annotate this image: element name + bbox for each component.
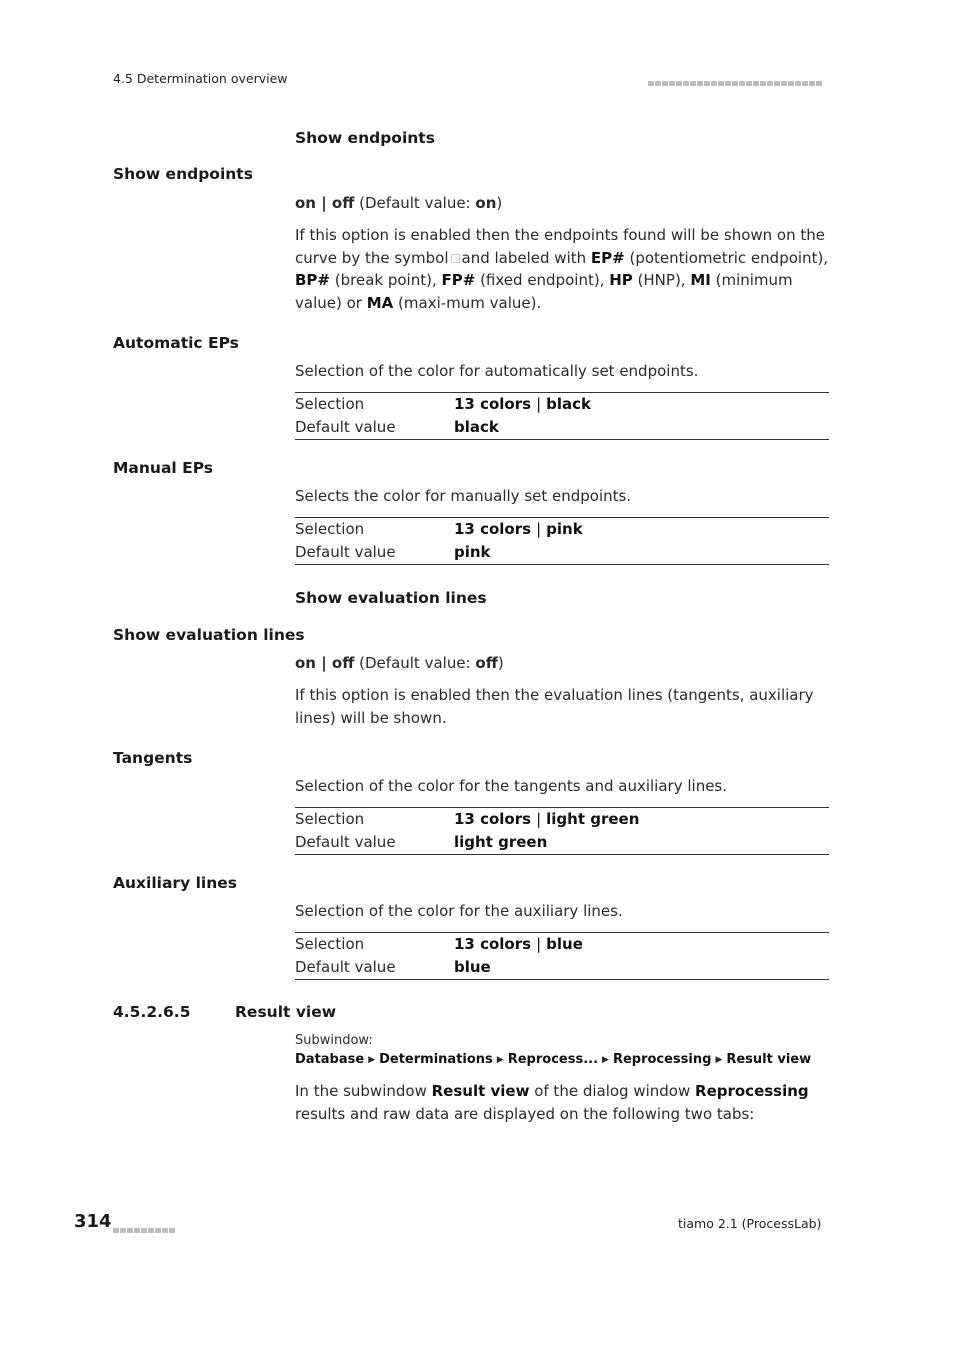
section-heading-show-endpoints: Show endpoints bbox=[295, 129, 435, 147]
on-off-values: on | off bbox=[295, 654, 355, 672]
result-view-description bbox=[295, 1080, 831, 1125]
desc-text: (potentiometric endpoint), bbox=[624, 248, 829, 267]
table-row-default bbox=[295, 416, 829, 439]
triangle-icon: ▶ bbox=[368, 1055, 376, 1065]
on-off-values: on | off bbox=[295, 194, 355, 212]
desc-text: and labeled with bbox=[461, 248, 591, 267]
desc-text: In the subwindow bbox=[295, 1082, 432, 1100]
manual-eps-table bbox=[295, 517, 829, 565]
crumb-determinations: Determinations bbox=[379, 1052, 493, 1067]
default-val: blue bbox=[454, 958, 491, 976]
default-key: Default value bbox=[295, 543, 396, 561]
desc-text: (HNP), bbox=[632, 271, 691, 289]
default-key: Default value bbox=[295, 418, 396, 436]
crumb-reprocess: Reprocess... bbox=[507, 1052, 599, 1067]
default-prefix: (Default value: bbox=[359, 654, 476, 672]
default-val: pink bbox=[454, 543, 491, 561]
param-label-show-evaluation-lines: Show evaluation lines bbox=[113, 626, 305, 644]
endpoint-symbol-icon bbox=[451, 254, 460, 263]
manual-eps-description: Selects the color for manually set endpoints. bbox=[295, 487, 632, 505]
ma-code: MA bbox=[366, 293, 394, 312]
subwindow-label: Subwindow: bbox=[295, 1033, 373, 1048]
desc-text: If this option is enabled then the endpoints found will be shown on the curve by the symbol bbox=[295, 226, 825, 267]
crumb-reprocessing: Reprocessing bbox=[612, 1052, 712, 1067]
default-key: Default value bbox=[295, 833, 396, 851]
selection-value: 13 colors | light green bbox=[454, 810, 640, 828]
section-number: 4.5.2.6.5 bbox=[113, 1003, 191, 1021]
default-suffix: ) bbox=[497, 654, 504, 672]
triangle-icon: ▶ bbox=[602, 1055, 609, 1065]
running-header-section: 4.5 Determination overview bbox=[113, 71, 288, 86]
table-row-selection bbox=[295, 518, 829, 541]
table-row-selection bbox=[295, 393, 829, 416]
selection-key: Selection bbox=[295, 935, 365, 953]
desc-text: (fixed endpoint), bbox=[475, 271, 610, 289]
auxiliary-lines-description: Selection of the color for the auxiliary lines. bbox=[295, 902, 623, 920]
section-title: Result view bbox=[235, 1003, 337, 1021]
automatic-eps-table bbox=[295, 392, 829, 440]
section-heading-show-evaluation-lines: Show evaluation lines bbox=[295, 589, 487, 607]
desc-text: results and raw data are displayed on the following two tabs: bbox=[295, 1104, 755, 1123]
hp-code: HP bbox=[609, 271, 633, 289]
selection-value: 13 colors | blue bbox=[454, 935, 583, 953]
selection-value: 13 colors | pink bbox=[454, 520, 583, 538]
table-row-selection bbox=[295, 808, 829, 831]
footer-decoration bbox=[113, 1220, 176, 1239]
default-value: on bbox=[475, 194, 497, 212]
table-row-default bbox=[295, 541, 829, 564]
page-number: 314 bbox=[74, 1211, 112, 1232]
tangents-description: Selection of the color for the tangents and auxiliary lines. bbox=[295, 777, 728, 795]
default-prefix: (Default value: bbox=[359, 194, 476, 212]
crumb-database: Database bbox=[295, 1052, 365, 1067]
selection-value: 13 colors | black bbox=[454, 395, 592, 413]
ep-code: EP# bbox=[590, 248, 625, 267]
footer-product: tiamo 2.1 (ProcessLab) bbox=[678, 1216, 822, 1231]
desc-text: (minimum value) or bbox=[295, 271, 793, 312]
param-label-show-endpoints: Show endpoints bbox=[113, 165, 253, 183]
tangents-table bbox=[295, 807, 829, 855]
desc-bold: Result view bbox=[431, 1082, 530, 1100]
header-decoration bbox=[648, 73, 823, 92]
selection-key: Selection bbox=[295, 520, 365, 538]
show-evaluation-lines-description: If this option is enabled then the evaluation lines (tangents, auxiliary lines) will be shown. bbox=[295, 686, 814, 727]
mi-code: MI bbox=[690, 271, 711, 289]
on-off-line bbox=[295, 652, 504, 675]
show-endpoints-description bbox=[295, 224, 831, 314]
param-label-manual-eps: Manual EPs bbox=[113, 459, 214, 477]
default-key: Default value bbox=[295, 958, 396, 976]
subwindow-breadcrumb bbox=[295, 1031, 825, 1071]
table-row-default bbox=[295, 831, 829, 854]
default-suffix: ) bbox=[496, 194, 503, 212]
on-off-line bbox=[295, 192, 502, 215]
auxiliary-lines-table bbox=[295, 932, 829, 980]
default-value: off bbox=[475, 654, 498, 672]
desc-text: (maxi-mum value). bbox=[393, 293, 542, 312]
crumb-result-view: Result view bbox=[726, 1052, 812, 1067]
selection-key: Selection bbox=[295, 810, 365, 828]
desc-bold: Reprocessing bbox=[695, 1082, 809, 1100]
desc-text: (break point), bbox=[330, 271, 442, 289]
param-label-tangents: Tangents bbox=[113, 749, 193, 767]
default-val: light green bbox=[454, 833, 548, 851]
triangle-icon: ▶ bbox=[715, 1055, 723, 1065]
default-val: black bbox=[454, 418, 499, 436]
bp-code: BP# bbox=[295, 271, 330, 289]
desc-text: of the dialog window bbox=[529, 1082, 696, 1100]
param-label-auxiliary-lines: Auxiliary lines bbox=[113, 874, 237, 892]
param-label-automatic-eps: Automatic EPs bbox=[113, 334, 239, 352]
automatic-eps-description: Selection of the color for automatically set endpoints. bbox=[295, 362, 699, 380]
fp-code: FP# bbox=[441, 271, 476, 289]
selection-key: Selection bbox=[295, 395, 365, 413]
triangle-icon: ▶ bbox=[496, 1055, 504, 1065]
table-row-default bbox=[295, 956, 829, 979]
table-row-selection bbox=[295, 933, 829, 956]
